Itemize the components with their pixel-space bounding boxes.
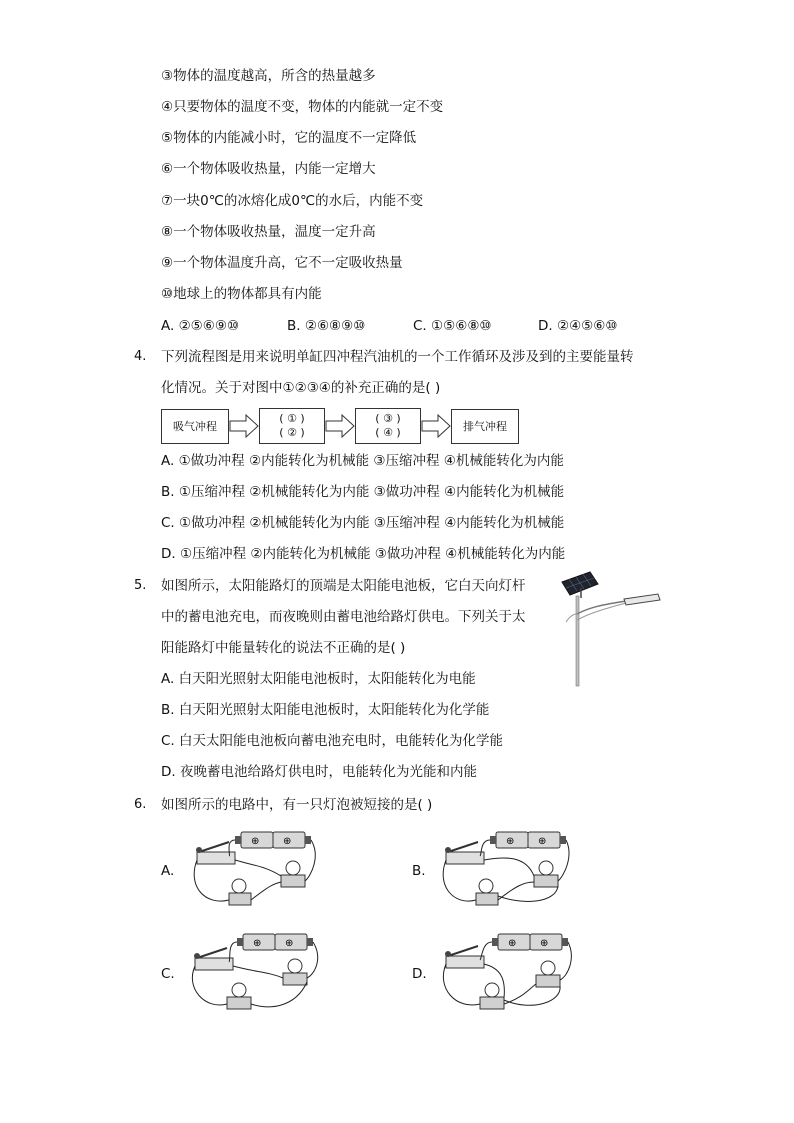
q6-option-b-label[interactable]: B. bbox=[412, 863, 426, 879]
q5-option-a[interactable]: A. 白天阳光照射太阳能电池板时，太阳能转化为电能 bbox=[161, 671, 476, 687]
q3-statement-5: ⑤物体的内能减小时，它的温度不一定降低 bbox=[161, 130, 417, 146]
q3-statement-4: ④只要物体的温度不变，物体的内能就一定不变 bbox=[161, 99, 444, 115]
svg-text:⊕: ⊕ bbox=[540, 938, 549, 949]
q4-stem-line2: 化情况。关于对图中①②③④的补充正确的是( ) bbox=[161, 380, 441, 396]
q3-statement-10: ⑩地球上的物体都具有内能 bbox=[161, 286, 322, 302]
flow-blank-3: ( ③ ) bbox=[375, 412, 401, 425]
bulb-icon bbox=[536, 961, 560, 987]
bulb-icon bbox=[227, 983, 251, 1009]
q4-stem-line1: 下列流程图是用来说明单缸四冲程汽油机的一个工作循环及涉及到的主要能量转 bbox=[161, 349, 634, 365]
q5-option-d[interactable]: D. 夜晚蓄电池给路灯供电时，电能转化为光能和内能 bbox=[161, 764, 477, 780]
bulb-icon bbox=[281, 861, 305, 887]
q6-option-d-label[interactable]: D. bbox=[412, 966, 427, 982]
switch-icon bbox=[194, 948, 233, 970]
q3-statement-3: ③物体的温度越高，所含的热量越多 bbox=[161, 68, 376, 84]
flow-blank-2: ( ② ) bbox=[279, 426, 305, 439]
battery-icon bbox=[490, 832, 566, 848]
circuit-d-figure[interactable] bbox=[436, 928, 576, 1018]
flow-blank-1: ( ① ) bbox=[279, 412, 305, 425]
q3-statement-6: ⑥一个物体吸收热量，内能一定增大 bbox=[161, 161, 376, 177]
bulb-icon bbox=[476, 879, 498, 905]
lamp-head-icon bbox=[624, 594, 660, 605]
circuit-a-figure[interactable] bbox=[185, 826, 325, 916]
q5-option-c[interactable]: C. 白天太阳能电池板向蓄电池充电时，电能转化为化学能 bbox=[161, 733, 504, 749]
solar-panel-icon bbox=[562, 572, 598, 598]
svg-text:⊕: ⊕ bbox=[283, 836, 292, 847]
q6-option-a-label[interactable]: A. bbox=[161, 863, 175, 879]
q3-option-d[interactable]: D. ②④⑤⑥⑩ bbox=[538, 318, 618, 334]
q4-option-c[interactable]: C. ①做功冲程 ②机械能转化为内能 ③压缩冲程 ④内能转化为机械能 bbox=[161, 515, 565, 531]
q4-option-b[interactable]: B. ①压缩冲程 ②机械能转化为内能 ③做功冲程 ④内能转化为机械能 bbox=[161, 484, 565, 500]
switch-icon bbox=[445, 842, 484, 864]
svg-text:⊕: ⊕ bbox=[285, 938, 294, 949]
q3-option-a[interactable]: A. ②⑤⑥⑨⑩ bbox=[161, 318, 240, 334]
q5-stem-line3: 阳能路灯中能量转化的说法不正确的是( ) bbox=[161, 640, 406, 656]
q5-number: 5. bbox=[134, 578, 147, 593]
svg-text:⊕: ⊕ bbox=[253, 938, 262, 949]
q6-number: 6. bbox=[134, 797, 147, 812]
bulb-icon bbox=[283, 959, 307, 985]
flow-arrow-2 bbox=[325, 414, 355, 438]
flow-blank-4: ( ④ ) bbox=[375, 426, 401, 439]
q3-option-b[interactable]: B. ②⑥⑧⑨⑩ bbox=[287, 318, 366, 334]
q6-stem: 如图所示的电路中，有一只灯泡被短接的是( ) bbox=[161, 797, 433, 813]
q3-statement-9: ⑨一个物体温度升高，它不一定吸收热量 bbox=[161, 255, 403, 271]
bulb-icon bbox=[480, 983, 504, 1009]
flow-box-blank-3-4 bbox=[355, 408, 421, 444]
bulb-icon bbox=[534, 861, 558, 887]
svg-text:⊕: ⊕ bbox=[538, 836, 547, 847]
q4-number: 4. bbox=[134, 349, 147, 364]
bulb-icon bbox=[229, 879, 251, 905]
q3-statement-8: ⑧一个物体吸收热量，温度一定升高 bbox=[161, 224, 376, 240]
q5-option-b[interactable]: B. 白天阳光照射太阳能电池板时，太阳能转化为化学能 bbox=[161, 702, 490, 718]
flow-box-blank-1-2 bbox=[259, 408, 325, 444]
q3-statement-7: ⑦一块0℃的冰熔化成0℃的水后，内能不变 bbox=[161, 193, 424, 209]
flow-arrow-3 bbox=[421, 414, 451, 438]
q4-option-d[interactable]: D. ①压缩冲程 ②内能转化为机械能 ③做功冲程 ④机械能转化为内能 bbox=[161, 546, 566, 562]
battery-icon bbox=[237, 934, 313, 950]
lamp-pole-icon bbox=[566, 596, 626, 686]
switch-icon bbox=[445, 946, 484, 968]
flow-arrow-1 bbox=[229, 414, 259, 438]
q6-option-c-label[interactable]: C. bbox=[161, 966, 175, 982]
circuit-c-figure[interactable] bbox=[185, 928, 325, 1018]
svg-text:⊕: ⊕ bbox=[508, 938, 517, 949]
svg-text:⊕: ⊕ bbox=[251, 836, 260, 847]
battery-icon bbox=[492, 934, 568, 950]
q4-option-a[interactable]: A. ①做功冲程 ②内能转化为机械能 ③压缩冲程 ④机械能转化为内能 bbox=[161, 453, 564, 469]
flow-box-exhaust: 排气冲程 bbox=[451, 409, 519, 444]
q5-stem-line1: 如图所示，太阳能路灯的顶端是太阳能电池板，它白天向灯杆 bbox=[161, 578, 526, 594]
circuit-b-figure[interactable] bbox=[436, 826, 576, 916]
svg-text:⊕: ⊕ bbox=[506, 836, 515, 847]
q5-stem-line2: 中的蓄电池充电，而夜晚则由蓄电池给路灯供电。下列关于太 bbox=[161, 609, 526, 625]
solar-street-lamp-figure bbox=[536, 570, 662, 688]
battery-icon bbox=[235, 832, 311, 848]
flow-box-intake: 吸气冲程 bbox=[161, 409, 229, 444]
q3-option-c[interactable]: C. ①⑤⑥⑧⑩ bbox=[413, 318, 492, 334]
